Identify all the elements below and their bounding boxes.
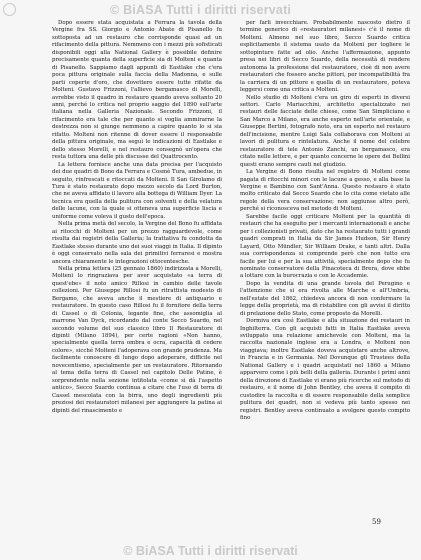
page-number: 59	[372, 518, 381, 526]
paragraph: Sarebbe facile oggi criticare Molteni per la quantità di restauri che ha eseguito per i mercanti internazionali e anche per i collezionisti privati, dato che ha restaurato tutti i grandi quadri comprati in Italia da Sir James Hudson, Sir Henry Layard, Otto Mündler, Sir William Drake, e tanti altri. Dalla sua corrispondenza si comprende però che non tutto era facile per lui e per la sua attività, specialmente dopo che fu nominato conservatore della Pinacoteca di Brera, dove ebbe a lottare con la burocrazia e con le Accademie.	[240, 213, 410, 280]
paragraph: Dopo la vendita di una grande tavola del Perugino e l'attenzione che si era rivolta alle Marche e all'Umbria, nell'estate del 1862, chiedeva ancora di non confermare la legge della proprietà, ma di ristabilire con gli avvisi il diritto di prelazione dello Stato, come proposto da Morelli.	[240, 280, 410, 317]
text-column-right	[240, 20, 410, 525]
paragraph: Dopo essere stata acquistata a Ferrara la tavola della Vergine fra SS. Giorgio e Antonio Abate di Pisanello fu sottoposta ad un restauro che corrisponde quasi ad un rifacimento della pittura. Nemmeno con i mezzi più sofisticati disponibili oggi alla National Gallery è possibile definire precisamente quanta della superficie sia di Molteni e quanta di Pisanello. Sappiamo dagli appunti di Eastlake che c'era poca pittura originale sulla faccia della Madonna, e sulle parti coperte d'oro, che dovettero essere tutte rifatte da Molteni. Gustavo Frizzoni, l'allievo bergamasco di Morelli, avrebbe visto il quadro in restauro quando aveva soltanto 20 anni, perché lo critica nel proprio saggio del 1890 sull'arte italiana nella Galleria Nazionale. Secondo Frizzoni, il rifacimento era tale che per quanto si voglia ammirarne la destrezza non si giunge nemmeno a capire quanto lo si sia rifatto. Molteni non ritenne di dover essere il responsabile della pittura originale, ma seguì le indicazioni di Eastlake e dello stesso Morelli, e nel restauro consegnò un'opera che resta tuttora una delle più discusse del Quattrocento.	[52, 20, 222, 161]
paragraph: La Vergine di Bono risulta nel registro di Molteni come pagata di ritocchi minori con le lacune a gesso, e alla base la Vergine e Bambino con Sant'Anna. Questo restauro è stato molto criticato dal Secco Suardo che lo cita come vietato alle regole della vera conservazione; non aggiunse altro però, perché si riconosceva nel metodo di Molteni.	[240, 169, 410, 213]
paragraph: Nella prima lettera (25 gennaio 1860) indirizzata a Morelli, Molteni lo ringraziava per aver acquistato «a terra di quest'ebe» il noto amico Rillosi in cambio delle tavole collezioni. Per Giuseppe Rillosi fu un ritrattista modesto di Bergamo, che aveva anche il mestiere di antiquario e restauratore. In questo caso Rillosi fu il fornitore della terra di Cassel o di Colonia, legante fine, che assomiglia al marrone Van Dyck, ricordando dal conte Secco Suardo, nel secondo volume del suo classico libro Il Restauratore di dipinti (Milano 1894), per certe ragioni «Non hanno, specialmente quella terra ombra e ocra, capacità di cedere colore», sicché Molteni l'adoperava con grande prudenza. Ma facilmente conoscere di lungo dopo adoperare, difficile nel novecentismo, specialmente per un restauratore. Ritornando al tema della terra di Cassel nel capitolo Delle Patine, è sorprendente nella sezione intitolata «come si dà l'aspetto antico», Secco Suardo continua a citare che l'uso di terra di Cassel mescolata con la birra, uno degli ingredienti più preziosi dei restauratori milanesi per aggiungere la patina ai dipinti del rinascimento e	[52, 265, 222, 414]
paragraph: Nella prima metà del secolo, la Vergine del Bono fu affidata ai ritocchi di Molteni per un prezzo ragguardevole, come risulta dai registri della Galleria; la trattativa fu condotta da Eastlake stesso durante uno dei suoi viaggi in Italia. Il dipinto è oggi conservato nella sala dei primitivi ferraresi e mostra ancora chiaramente le integrazioni ottocentesche.	[52, 221, 222, 265]
paragraph: Dormiva ora così Eastlake e alla situazione dei restauri in Inghilterra. Con gli acquisti fatti in Italia Eastlake aveva sviluppato una relazione amichevole con Molteni, ma la raccolta nazionale inglese era a Londra, e Molteni non viaggiava; inoltre Eastlake doveva acquistare anche altrove, in Francia e in Germania. Nel Dovunque gli Trustees della National Gallery e i quadri acquistati nel 1860 a Milano apparvero come i più belli della galleria. Durante i primi anni della direzione di Eastlake vi erano più ricerche sul metodo di restauro, e il nome di John Bentley, che aveva il compito di custodire la raccolta e di essere responsabile della semplice pulitura dei quadri, non si vedeva più tanto spesso nei registri. Bentley aveva continuato a svolgere questo compito fino	[240, 318, 410, 422]
library-seal-icon	[3, 3, 16, 16]
text-column-left	[52, 20, 222, 547]
watermark-top: © BiASA Tutti i diritti riservati	[110, 3, 292, 17]
paragraph: Nello studio di Molteni c'era un giro di esperti in diversi settori. Carlo Mariacchini, architetto specializzato nei restauri delle facciate delle chiese, come San Simpliciano e San Marco a Milano, era anche esperto nell'arte orientale, e Giuseppe Bertini, fotografo noto, era un esperto nel restauro dell'incisione, mentre Luigi Sala collaborava con Molteni ai lavori di pulitura e rintelatura. Anche il nome del celebre restauratore di tele Antonio Zanchi, un bergamasco, era citato nelle lettere, e per quanto concerne le opere dei Bellini questi erano sempre cauti nel giudizio.	[240, 94, 410, 168]
paragraph: per farli invecchiare. Probabilmente nascosto dietro il termine generico di «restauratori milanesi» c'è il nome di Molteni. Almeno nel suo libro, Secco Suardo critica esplicitamente il sistema usato da Molteni per togliere le sottopinture fatte ad olio. Anche l'affermazione, appunto presa nei libri di Secco Suardo, della necessità di rendere autonoma la professione del restauratore, cioè di non avere restauratori che fossero anche pittori, per incompatibilità fra la carriera di un pittore e quella di un restauratore, poteva leggersi come una critica a Molteni.	[240, 20, 410, 94]
paragraph: La lettera fornisce anche una data precisa per l'acquisto dei due quadri di Bono da Ferrara e Cosmè Tura, ambedue, in seguito, rinfrescati e ritoccati da Molteni. Il San Girolamo di Tura è stato restaurato dopo mezzo secolo da Lord Burton, che ne aveva affidato il lavoro alla bottega di William Dyer. La tecnica era quella della pulitura con solventi e della velatura delle lacune, con la quale si otteneva una superficie liscia e uniforme come voleva il gusto dell'epoca.	[52, 161, 222, 220]
watermark-bottom: © BiASA Tutti i diritti riservati	[123, 544, 298, 558]
